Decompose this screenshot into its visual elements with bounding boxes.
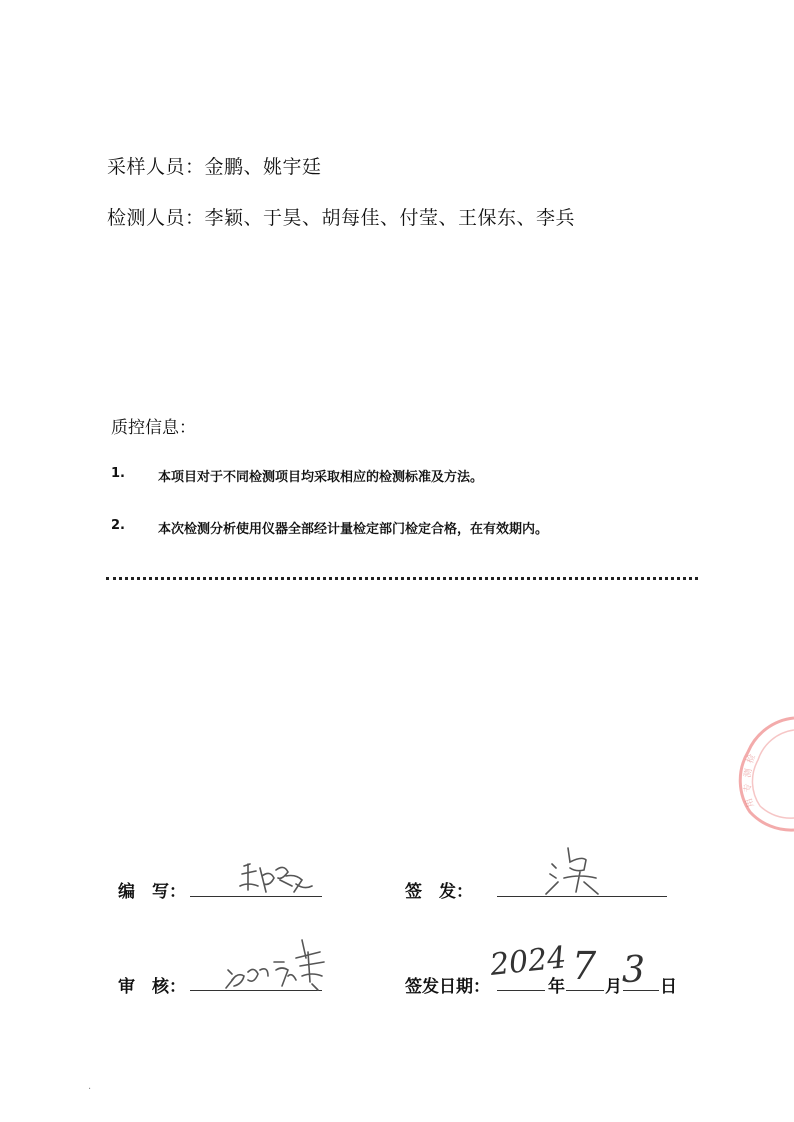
qc-item-1-number: 1. — [111, 466, 125, 481]
svg-text:检: 检 — [745, 753, 758, 766]
day-handwritten: 3 — [622, 950, 645, 991]
author-signature — [236, 856, 316, 898]
year-label: 年 — [548, 977, 565, 997]
svg-text:测: 测 — [743, 767, 755, 779]
issuer-label: 签 发： — [405, 882, 473, 902]
author-label: 编 写： — [118, 882, 186, 902]
dotted-divider — [106, 577, 698, 580]
month-label: 月 — [605, 977, 622, 997]
testing-personnel: 检测人员：李颖、于昊、胡每佳、付莹、王保东、李兵 — [107, 207, 576, 229]
qc-item-2-text: 本次检测分析使用仪器全部经计量检定部门检定合格，在有效期内。 — [158, 522, 549, 537]
sampling-personnel: 采样人员：金鹏、姚宇廷 — [107, 156, 322, 178]
scan-speck: · — [88, 1084, 92, 1095]
qc-item-2-number: 2. — [111, 518, 125, 533]
reviewer-label: 审 核： — [118, 977, 186, 997]
issue-date-label: 签发日期： — [405, 977, 490, 997]
reviewer-signature — [222, 932, 334, 994]
issuer-signature — [540, 842, 610, 898]
qc-item-1-text: 本项目对于不同检测项目均采取相应的检测标准及方法。 — [158, 470, 484, 485]
qc-title: 质控信息： — [111, 418, 196, 438]
svg-text:专: 专 — [743, 782, 754, 793]
month-handwritten: 7 — [572, 944, 597, 988]
day-label: 日 — [660, 977, 677, 997]
seal-stamp-partial — [736, 712, 794, 832]
year-handwritten: 2024 — [488, 940, 568, 983]
svg-text:用: 用 — [744, 796, 757, 809]
month-line — [566, 990, 604, 991]
year-line — [497, 990, 545, 991]
